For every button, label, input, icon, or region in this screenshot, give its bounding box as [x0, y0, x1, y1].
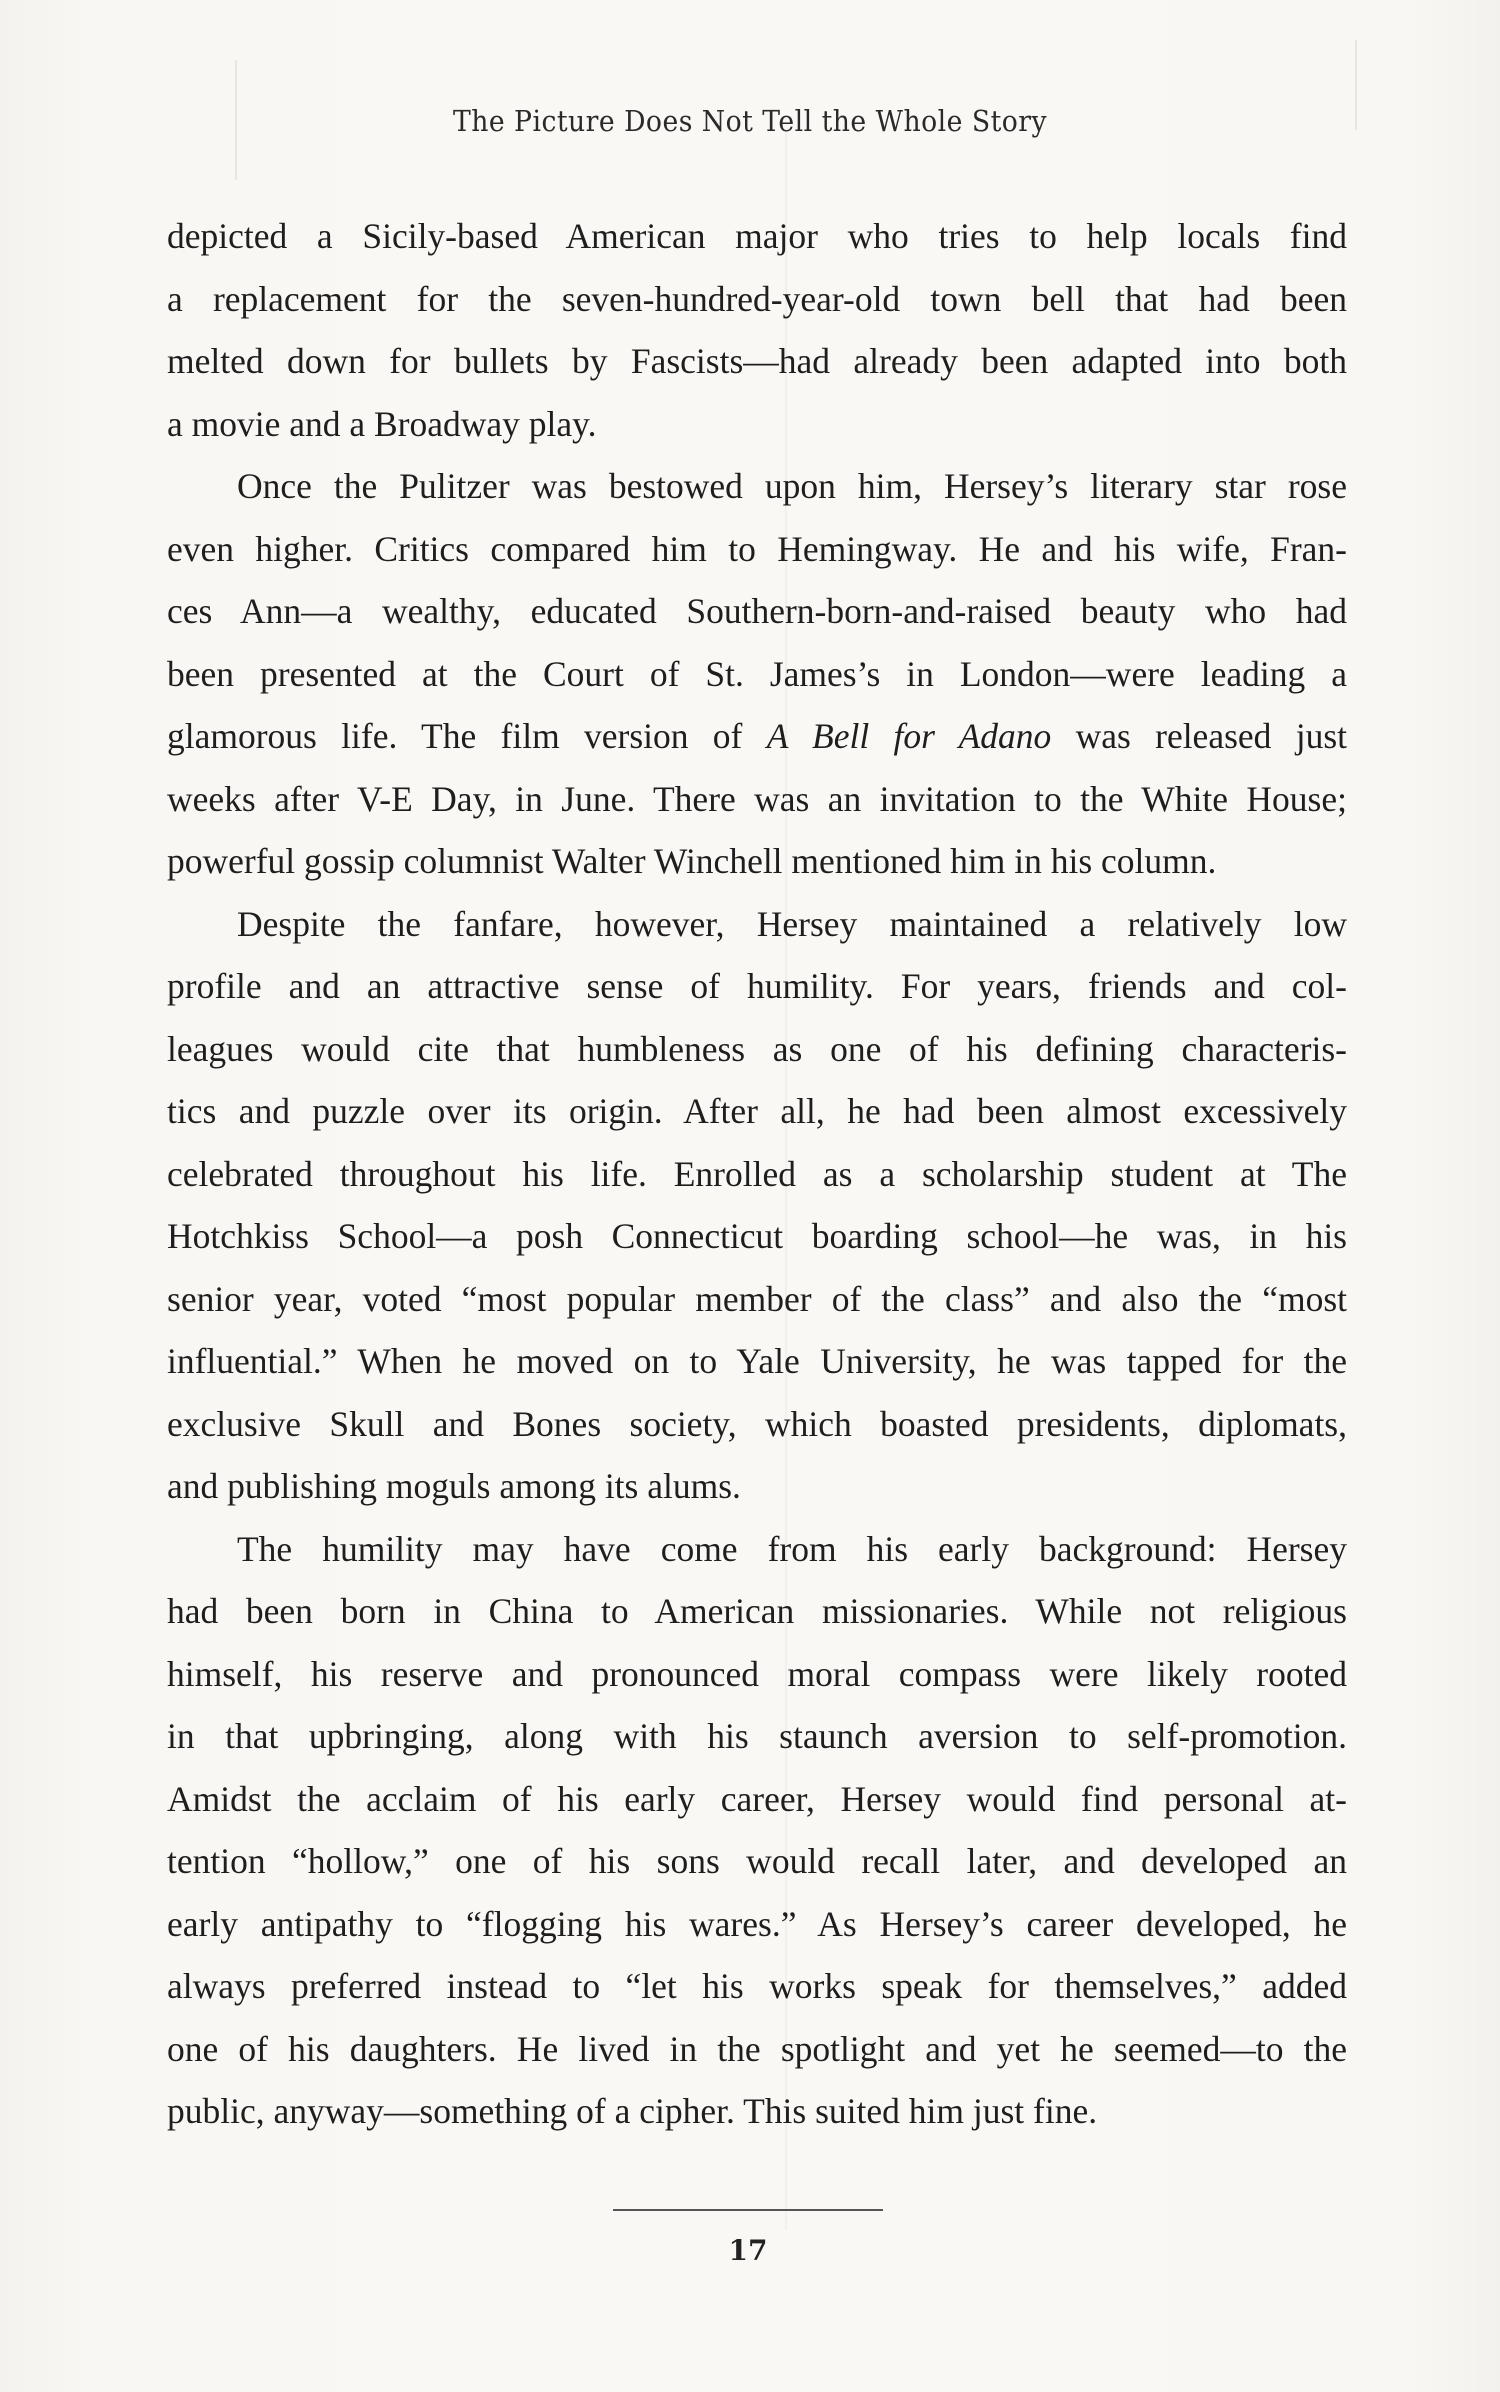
footer-rule: [613, 2209, 883, 2211]
text-line: ces Ann—a wealthy, educated Southern-born-and-raised beauty who had: [167, 591, 1347, 631]
text-line: Despite the fanfare, however, Hersey maintained a relatively low: [237, 903, 1347, 944]
text-line: powerful gossip columnist Walter Winchell mentioned him in his column.: [167, 841, 1217, 881]
text-line: in that upbringing, along with his staunch aversion to self-promotion.: [167, 1716, 1347, 1756]
text-line: influential.” When he moved on to Yale University, he was tapped for the: [167, 1341, 1347, 1381]
text-line: melted down for bullets by Fascists—had already been adapted into both: [167, 341, 1347, 381]
text-line: weeks after V-E Day, in June. There was an invitation to the White House;: [167, 778, 1347, 819]
paragraph: [167, 455, 1347, 893]
page-number: 17: [728, 2234, 768, 2267]
text-line: The humility may have come from his early background: Hersey: [237, 1528, 1347, 1569]
text-line: public, anyway—something of a cipher. This suited him just fine.: [167, 2091, 1098, 2131]
text-line: and publishing moguls among its alums.: [167, 1466, 741, 1506]
text-line: glamorous life. The film version of A Bell for Adano was released just: [167, 716, 1347, 756]
text-line: early antipathy to “flogging his wares.” As Hersey’s career developed, he: [167, 1903, 1347, 1944]
text-line: one of his daughters. He lived in the spotlight and yet he seemed—to the: [167, 2028, 1347, 2069]
text-line: Once the Pulitzer was bestowed upon him, Hersey’s literary star rose: [237, 466, 1347, 506]
paragraph: [167, 205, 1347, 455]
text-line: depicted a Sicily-based American major who tries to help locals find: [167, 216, 1347, 256]
text-line: always preferred instead to “let his works speak for themselves,” added: [167, 1966, 1347, 2006]
body-text: [167, 205, 1347, 2143]
text-line: senior year, voted “most popular member of the class” and also the “most: [167, 1278, 1347, 1319]
text-line: Hotchkiss School—a posh Connecticut boarding school—he was, in his: [167, 1216, 1347, 1256]
text-line: exclusive Skull and Bones society, which boasted presidents, diplomats,: [167, 1403, 1347, 1444]
text-line: a replacement for the seven-hundred-year-old town bell that had been: [167, 278, 1347, 319]
text-line: even higher. Critics compared him to Hemingway. He and his wife, Fran-: [167, 528, 1347, 569]
text-line: celebrated throughout his life. Enrolled as a scholarship student at The: [167, 1153, 1347, 1194]
running-head: The Picture Does Not Tell the Whole Story: [452, 104, 1048, 138]
text-line: had been born in China to American missionaries. While not religious: [167, 1591, 1347, 1631]
text-line: tention “hollow,” one of his sons would recall later, and developed an: [167, 1841, 1347, 1881]
text-line: tics and puzzle over its origin. After all, he had been almost excessively: [167, 1091, 1347, 1131]
text-line: a movie and a Broadway play.: [167, 403, 597, 444]
text-line: Amidst the acclaim of his early career, Hersey would find personal at-: [167, 1778, 1347, 1819]
text-line: leagues would cite that humbleness as one of his defining characteris-: [167, 1028, 1347, 1069]
paragraph: [167, 1518, 1347, 2143]
paragraph: [167, 893, 1347, 1518]
italic-title: A Bell for Adano: [766, 716, 1052, 756]
text-line: profile and an attractive sense of humility. For years, friends and col-: [167, 966, 1347, 1006]
text-line: himself, his reserve and pronounced moral compass were likely rooted: [167, 1653, 1347, 1694]
text-line: been presented at the Court of St. James’s in London—were leading a: [167, 653, 1347, 694]
